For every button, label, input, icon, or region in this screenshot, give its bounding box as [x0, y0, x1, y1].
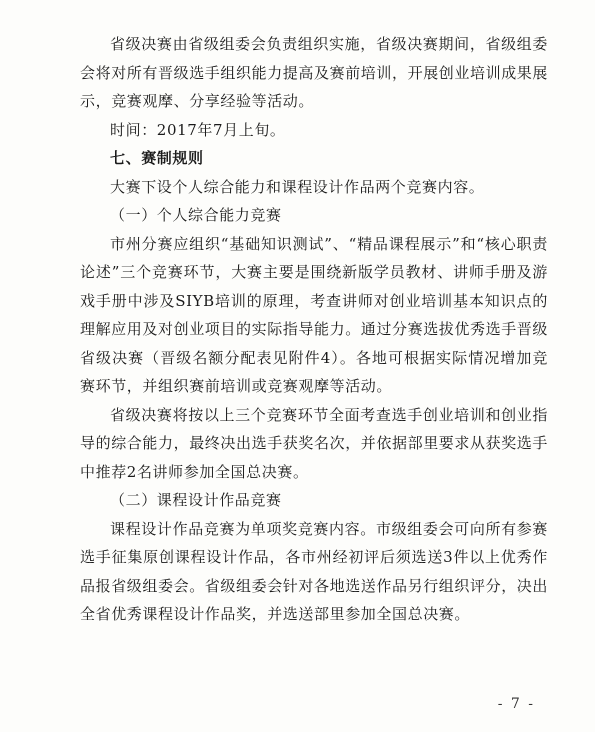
body-paragraph: 时间：2017年7月上旬。 [110, 120, 286, 139]
section-heading: 七、赛制规则 [110, 149, 204, 167]
body-paragraph: 市州分赛应组织“基础知识测试”、“精品课程展示”和“核心职责论述”三个竞赛环节，大赛主要是围绕新版学员教材、讲师手册及游戏手册中涉及SIYB培训的原理，考查讲师对创业培训基本知识点的理解应用及对创业项目的实际指导能力。通过分赛选拔优秀选手晋级省级决赛（晋级名额分配表见附件4）。各地可根据实际情况增加竞赛环节，并组织赛前培训或竞赛观摩等活动。 [80, 234, 549, 395]
page-number: - 7 - [497, 696, 535, 712]
body-paragraph: 省级决赛由省级组委会负责组织实施，省级决赛期间，省级组委会将对所有晋级选手组织能力提高及赛前培训，开展创业培训成果展示，竞赛观摩、分享经验等活动。 [80, 35, 549, 110]
body-paragraph: 大赛下设个人综合能力和课程设计作品两个竞赛内容。 [110, 177, 485, 196]
body-paragraph: 省级决赛将按以上三个竞赛环节全面考查选手创业培训和创业指导的综合能力，最终决出选手获奖名次，并依据部里要求从获奖选手中推荐2名讲师参加全国总决赛。 [80, 405, 549, 481]
document-body [80, 30, 548, 629]
body-paragraph: （二）课程设计作品竞赛 [110, 491, 282, 509]
body-paragraph: 课程设计作品竞赛为单项奖竞赛内容。市级组委会可向所有参赛选手征集原创课程设计作品，各市州经初评后须选送3件以上优秀作品报省级组委会。省级组委会针对各地选送作品另行组织评分，决出全省优秀课程设计作品奖，并选送部里参加全国总决赛。 [80, 519, 549, 623]
body-paragraph: （一）个人综合能力竞赛 [110, 206, 282, 224]
